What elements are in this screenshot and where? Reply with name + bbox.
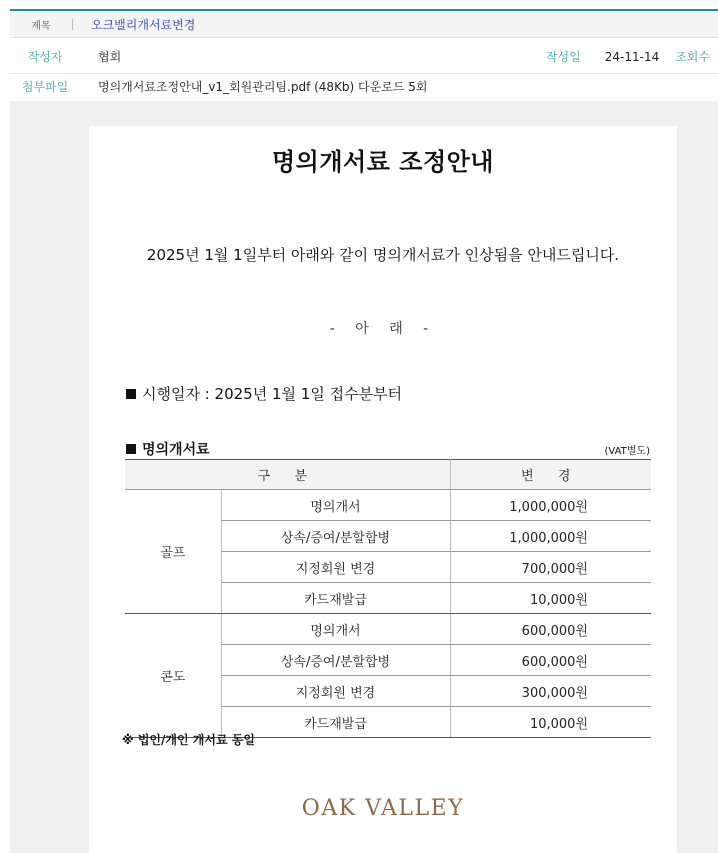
document-title: 명의개서료 조정안내 [271,148,494,176]
item-cell: 상속/증여/분할합병 [221,645,450,676]
intro-text: 2025년 1월 1일부터 아래와 같이 명의개서료가 인상됨을 안내드립니다. [146,246,620,264]
date-value: 24-11-14 [604,49,660,64]
fee-table [125,459,651,738]
effective-date [126,383,402,404]
item-cell: 명의개서 [221,490,450,521]
item-cell: 카드재발급 [221,583,450,614]
subject-label: 제목 [31,20,51,32]
footnote: ※ 법인/개인 개서료 동일 [122,733,255,747]
amount-cell: 300,000원 [450,676,651,707]
fee-section-title-text: 명의개서료 [142,442,210,458]
amount-cell: 1,000,000원 [450,521,651,552]
item-cell: 상속/증여/분할합병 [221,521,450,552]
table-row [125,490,651,521]
attachment-link[interactable]: 명의개서료조정안내_v1_회원관리팀.pdf (48Kb) 다운로드 5회 [98,80,428,94]
oak-valley-logo: OAK VALLEY [301,796,465,821]
amount-cell: 10,000원 [450,707,651,738]
effective-date-text: 시행일자 : 2025년 1월 1일 접수분부터 [142,385,403,403]
item-cell: 명의개서 [221,614,450,645]
subject-row [10,11,718,38]
table-header-row [125,460,651,490]
vat-note: (VAT별도) [604,446,650,457]
item-cell: 지정회원 변경 [221,676,450,707]
amount-cell: 600,000원 [450,614,651,645]
item-cell: 지정회원 변경 [221,552,450,583]
table-row [125,614,651,645]
amount-cell: 1,000,000원 [450,490,651,521]
bullet-square-icon [126,444,136,454]
bullet-square-icon [126,389,136,399]
post-subject: 오크밸리개서료변경 [91,17,196,32]
amount-cell: 700,000원 [450,552,651,583]
item-cell: 카드재발급 [221,707,450,738]
notice-document [89,126,677,853]
category-golf: 골프 [125,490,221,614]
date-label: 작성일 [545,50,581,64]
amount-cell: 600,000원 [450,645,651,676]
section-marker: - 아 래 - [329,321,437,337]
date-views-group [546,48,718,65]
amount-cell: 10,000원 [450,583,651,614]
header-change: 변 경 [450,460,651,490]
views-label: 조회수 [675,50,710,64]
attachment-label: 첨부파일 [21,80,69,94]
author-label: 작성자 [27,50,63,64]
divider [72,19,73,30]
header-category: 구 분 [125,460,450,490]
fee-section-title [126,439,210,459]
author-row [10,40,718,74]
attachment-row [10,72,718,102]
author-value: 협회 [98,50,122,64]
category-condo: 콘도 [125,614,221,738]
